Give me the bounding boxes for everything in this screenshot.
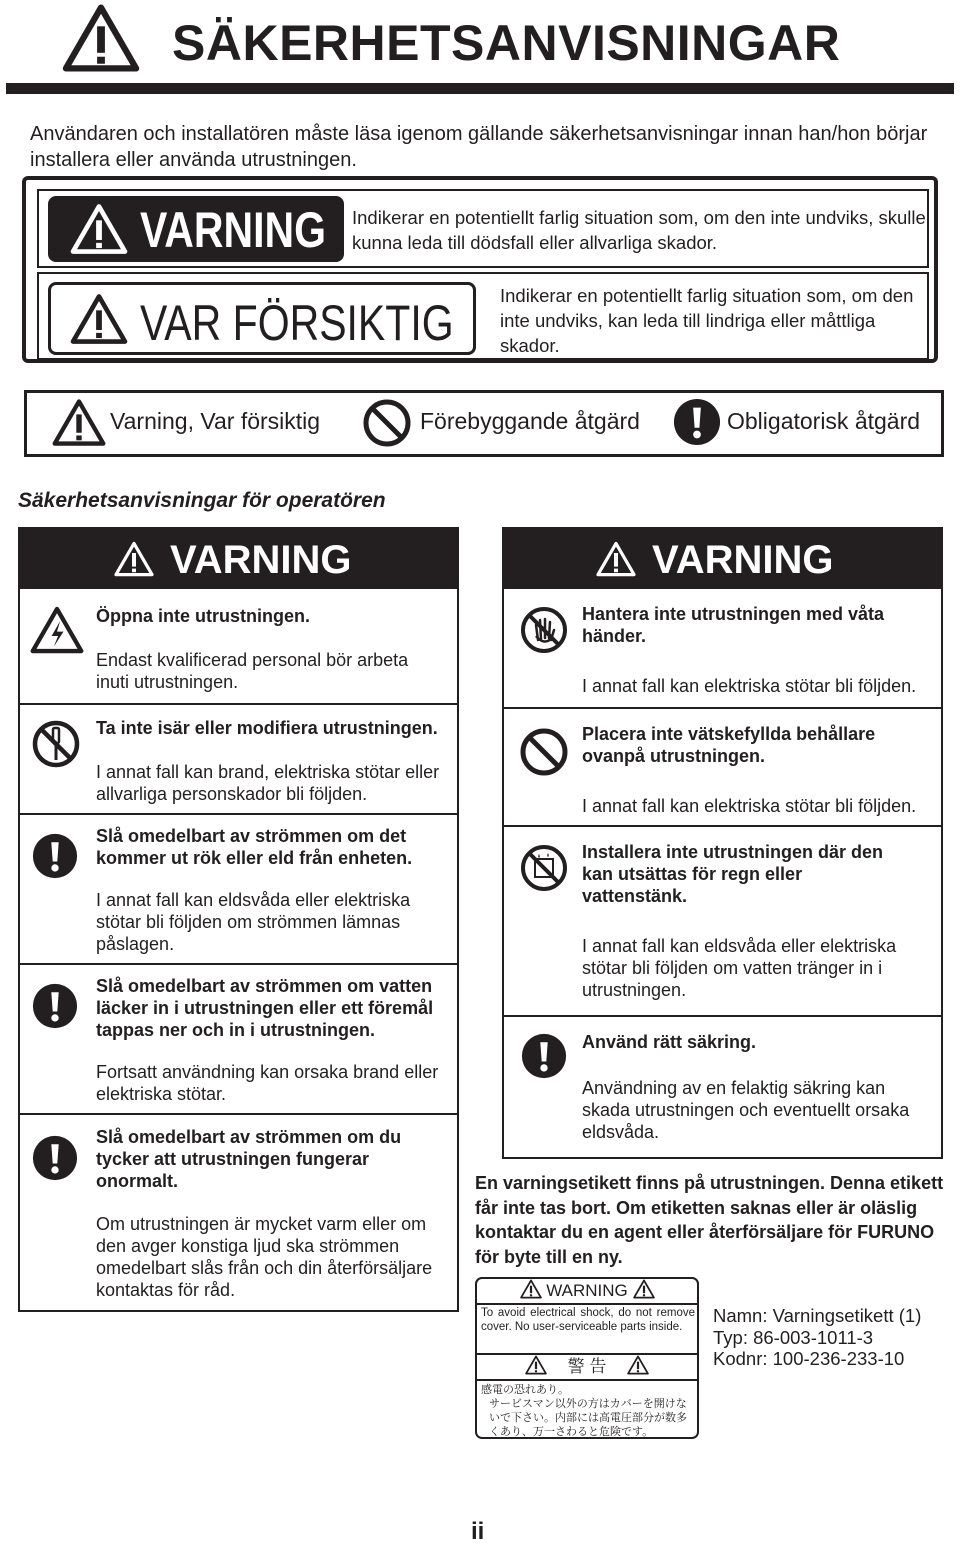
right-warning-panel xyxy=(502,527,943,1159)
panel-header-label: VARNING xyxy=(652,538,834,582)
item-title: Ta inte isär eller modifiera utrustningen. xyxy=(96,718,438,738)
caution-badge-label: VAR FÖRSIKTIG xyxy=(140,295,454,351)
item-body: I annat fall kan eldsvåda eller elektriska stötar bli följden om vatten tränger in i utrustningen. xyxy=(582,936,897,1000)
item-body: Om utrustningen är mycket varm eller om den avger konstiga ljud ska strömmen omedelbart slås från och din återförsäljare kontaktas för råd. xyxy=(96,1214,433,1300)
label-note: En varningsetikett finns på utrustningen. Denna etikett får inte tas bort. Om etiketten saknas eller är oläslig kontaktar du en agent eller återförsäljare för FURUNO för byte till en ny. xyxy=(475,1173,944,1267)
item-title: Slå omedelbart av strömmen om du tycker att utrustningen fungerar onormalt. xyxy=(96,1127,402,1191)
electric-shock-icon xyxy=(30,605,84,655)
item-body: I annat fall kan eldsvåda eller elektriska stötar bli följden om strömmen lämnas påslagen. xyxy=(96,890,411,954)
label-header-jp-text: 警 告 xyxy=(567,1357,607,1376)
item-title: Installera inte utrustningen där den kan utsättas för regn eller vattenstänk. xyxy=(582,842,884,906)
warning-item xyxy=(20,703,457,813)
item-body: I annat fall kan elektriska stötar bli följden. xyxy=(582,796,917,816)
no-water-icon xyxy=(519,843,569,893)
page-number: ii xyxy=(471,1518,485,1545)
page-title: SÄKERHETSANVISNINGAR xyxy=(172,15,841,71)
item-title: Öppna inte utrustningen. xyxy=(96,606,310,626)
warning-triangle-icon xyxy=(627,1355,649,1375)
label-name: Namn: Varningsetikett (1) xyxy=(713,1305,922,1326)
warning-item xyxy=(504,707,941,825)
warning-item xyxy=(20,813,457,963)
mandatory-icon xyxy=(521,1033,567,1079)
operator-section-heading: Säkerhetsanvisningar för operatören xyxy=(18,489,386,512)
mandatory-icon xyxy=(673,398,721,446)
label-header-en xyxy=(477,1279,697,1305)
warning-item xyxy=(504,825,941,1015)
warning-triangle-icon xyxy=(520,1279,542,1299)
symbol-label-warning-caution: Varning, Var försiktig xyxy=(110,408,321,434)
warning-triangle-icon xyxy=(62,2,140,74)
panel-header xyxy=(20,529,457,589)
label-code: Kodnr: 100-236-233-10 xyxy=(713,1348,905,1369)
item-body: I annat fall kan elektriska stötar bli följden. xyxy=(582,676,917,696)
warning-label-sticker xyxy=(475,1277,699,1439)
warning-triangle-icon xyxy=(52,398,106,447)
label-header-en-text: WARNING xyxy=(546,1281,628,1300)
warning-item xyxy=(504,1015,941,1159)
label-type: Typ: 86-003-1011-3 xyxy=(713,1326,874,1348)
label-info xyxy=(713,1305,921,1370)
symbol-label-mandatory: Obligatorisk åtgärd xyxy=(727,408,921,434)
warning-triangle-icon xyxy=(525,1355,547,1375)
no-disassembly-icon xyxy=(31,719,81,769)
no-wet-hands-icon xyxy=(519,605,569,655)
mandatory-icon xyxy=(32,1135,78,1181)
warning-item xyxy=(20,963,457,1113)
warning-item xyxy=(20,589,457,705)
warning-item xyxy=(504,589,941,709)
warning-item xyxy=(20,1113,457,1312)
panel-header xyxy=(504,529,941,589)
label-header-jp xyxy=(477,1353,697,1381)
mandatory-icon xyxy=(32,833,78,879)
item-title: Hantera inte utrustningen med våta händer. xyxy=(582,604,885,646)
prohibited-icon xyxy=(362,398,412,448)
item-body: I annat fall kan brand, elektriska stötar eller allvarliga personskador bli följden. xyxy=(96,762,440,804)
warning-description: Indikerar en potentiellt farlig situation som, om den inte undviks, skulle kunna leda till dödsfall eller allvarliga skador. xyxy=(352,207,926,253)
panel-header-label: VARNING xyxy=(170,538,352,582)
prohibited-icon xyxy=(519,727,569,777)
item-body: Endast kvalificerad personal bör arbeta inuti utrustningen. xyxy=(96,650,409,692)
label-text-jp-1: 感電の恐れあり。 xyxy=(481,1384,569,1396)
item-title: Slå omedelbart av strömmen om vatten läcker in i utrustningen eller ett föremål tappas ner och in i utrustningen. xyxy=(96,976,434,1040)
item-title: Slå omedelbart av strömmen om det kommer ut rök eller eld från enheten. xyxy=(96,826,413,868)
item-title: Placera inte vätskefyllda behållare ovanpå utrustningen. xyxy=(582,724,876,766)
item-title: Använd rätt säkring. xyxy=(582,1032,757,1052)
item-body: Fortsatt användning kan orsaka brand eller elektriska stötar. xyxy=(96,1062,439,1104)
warning-triangle-icon xyxy=(596,541,636,577)
left-warning-panel xyxy=(18,527,459,1312)
label-text-en: To avoid electrical shock, do not remove cover. No user-serviceable parts inside. xyxy=(481,1307,695,1333)
warning-triangle-icon xyxy=(114,541,154,577)
item-body: Användning av en felaktig säkring kan skada utrustningen och eventuellt orsaka eldsvåda. xyxy=(582,1078,910,1142)
caution-description: Indikerar en potentiellt farlig situation som, om den inte undviks, kan leda till lindriga eller måttliga skador. xyxy=(500,285,914,356)
warning-triangle-icon xyxy=(633,1279,655,1299)
symbol-label-prohibitive: Förebyggande åtgärd xyxy=(420,408,640,434)
warning-badge-label: VARNING xyxy=(140,202,327,258)
label-text-jp-2: サービスマン以外の方はカバーを開けないで下さい。内部には高電圧部分が数多くあり、万一さわると危険です。 xyxy=(489,1398,687,1438)
warning-triangle-icon xyxy=(70,203,128,255)
header-divider xyxy=(6,83,954,94)
mandatory-icon xyxy=(32,983,78,1029)
intro-text: Användaren och installatören måste läsa igenom gällande säkerhetsanvisningar innan han/hon börjar installera eller använda utrustningen. xyxy=(30,123,928,171)
caution-triangle-icon xyxy=(70,293,128,345)
